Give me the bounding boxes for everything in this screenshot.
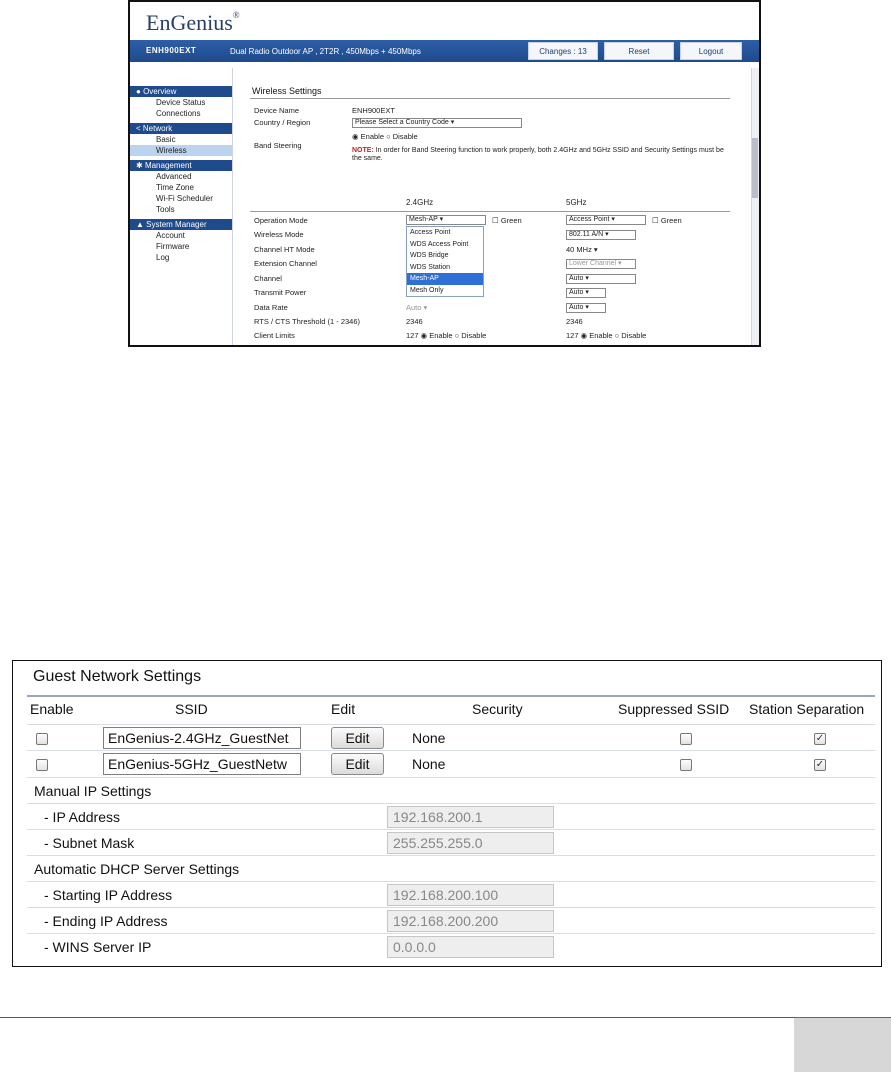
row-channel: Channel (254, 274, 282, 283)
sidebar-item-account[interactable]: Account (156, 231, 185, 240)
sidebar-head-system-manager[interactable]: ▲ System Manager (130, 219, 232, 230)
header-bar (130, 40, 759, 62)
sidebar-head-network[interactable]: < Network (130, 123, 232, 134)
model-name: ENH900EXT (146, 46, 197, 55)
sidebar-item-time-zone[interactable]: Time Zone (156, 183, 194, 192)
sidebar-item-connections[interactable]: Connections (156, 109, 201, 118)
band-steering-label: Band Steering (254, 141, 302, 150)
operation-mode-5-select[interactable]: Access Point ▾ (566, 215, 646, 225)
ssid-input[interactable]: EnGenius-2.4GHz_GuestNet (103, 727, 301, 749)
country-select[interactable]: Please Select a Country Code ▾ (352, 118, 522, 128)
sidebar (130, 68, 233, 345)
suppressed-ssid-checkbox[interactable] (680, 759, 692, 771)
subnet-mask-label: - Subnet Mask (44, 835, 135, 851)
enable-checkbox[interactable] (36, 759, 48, 771)
subnet-mask-row (27, 829, 875, 855)
header-suppressed-ssid: Suppressed SSID (618, 701, 730, 717)
dropdown-option-selected[interactable]: Mesh-AP (407, 273, 483, 285)
row-extension-channel: Extension Channel (254, 259, 317, 268)
sidebar-item-device-status[interactable]: Device Status (156, 98, 206, 107)
dropdown-option[interactable]: WDS Station (410, 263, 451, 271)
row-data-rate: Data Rate (254, 303, 288, 312)
suppressed-ssid-checkbox[interactable] (680, 733, 692, 745)
data-rate-5-select[interactable]: Auto ▾ (566, 303, 606, 313)
ip-address-label: - IP Address (44, 809, 121, 825)
brand-bar (130, 2, 759, 40)
edit-button[interactable]: Edit (331, 727, 384, 749)
ending-ip-input[interactable]: 192.168.200.200 (387, 910, 554, 932)
dropdown-option[interactable]: WDS Bridge (410, 252, 449, 259)
dropdown-option[interactable]: WDS Access Point (410, 240, 469, 248)
band-steering-options[interactable]: ◉ Enable ○ Disable (352, 132, 418, 141)
ip-address-input[interactable]: 192.168.200.1 (387, 806, 554, 828)
operation-mode-24-select[interactable]: Mesh-AP ▾ (406, 215, 486, 225)
reset-button[interactable]: Reset (604, 42, 674, 60)
header-edit: Edit (331, 701, 356, 717)
rts-24-input[interactable]: 2346 (406, 317, 423, 326)
logout-button[interactable]: Logout (680, 42, 742, 60)
extension-channel-5-select[interactable]: Lower Channel ▾ (566, 259, 636, 269)
dropdown-option[interactable]: Mesh Only (410, 286, 444, 294)
ending-ip-label: - Ending IP Address (44, 913, 168, 929)
ht-mode-5-select[interactable]: 40 MHz ▾ (566, 245, 598, 254)
data-rate-24-select[interactable]: Auto ▾ (406, 303, 428, 312)
security-value: None (412, 730, 446, 746)
ending-ip-row (27, 907, 875, 933)
wins-server-input[interactable]: 0.0.0.0 (387, 936, 554, 958)
sidebar-head-management[interactable]: ✱ Management (130, 160, 232, 171)
title-divider (250, 98, 730, 99)
row-channel-ht-mode: Channel HT Mode (254, 245, 315, 254)
ip-address-row (27, 803, 875, 829)
station-separation-checkbox[interactable]: ✓ (815, 759, 825, 770)
client-limit-5[interactable]: 127 ◉ Enable ○ Disable (566, 331, 647, 340)
table-row (27, 724, 875, 750)
page-number-box (794, 1017, 891, 1072)
security-value: None (412, 756, 446, 772)
wins-server-label: - WINS Server IP (44, 939, 152, 955)
sidebar-item-wireless[interactable]: Wireless (130, 145, 232, 156)
sidebar-item-log[interactable]: Log (156, 253, 170, 262)
band-steering-note: NOTE: In order for Band Steering function to work properly, both 2.4GHz and 5GHz SSID and Security Settings must be the same. (352, 147, 724, 162)
guest-title: Guest Network Settings (33, 668, 202, 685)
transmit-power-5-select[interactable]: Auto ▾ (566, 288, 606, 298)
page-scrollbar[interactable] (751, 68, 759, 345)
wireless-content (236, 68, 749, 345)
enable-checkbox[interactable] (36, 733, 48, 745)
sidebar-item-advanced[interactable]: Advanced (156, 172, 192, 181)
row-wireless-mode: Wireless Mode (254, 230, 304, 239)
country-label: Country / Region (254, 118, 311, 127)
station-separation-checkbox[interactable]: ✓ (815, 733, 825, 744)
header-station-separation: Station Separation (749, 701, 865, 717)
row-operation-mode: Operation Mode (254, 216, 308, 225)
operation-mode-dropdown[interactable] (406, 226, 484, 297)
manual-ip-heading-row (27, 777, 875, 803)
columns-divider (250, 211, 730, 212)
scrollbar-thumb[interactable] (752, 138, 758, 198)
column-24ghz: 2.4GHz (406, 198, 434, 207)
ssid-input[interactable]: EnGenius-5GHz_GuestNetw (103, 753, 301, 775)
wins-server-row (27, 933, 875, 959)
dhcp-heading-row (27, 855, 875, 881)
dropdown-option[interactable]: Access Point (410, 229, 451, 236)
edit-button[interactable]: Edit (331, 753, 384, 775)
guest-network-panel (12, 660, 882, 967)
footer-divider (0, 1017, 891, 1018)
row-transmit-power: Transmit Power (254, 288, 307, 297)
wireless-settings-screenshot (128, 0, 761, 347)
sidebar-item-firmware[interactable]: Firmware (156, 242, 190, 251)
row-client-limits: Client Limits (254, 331, 295, 340)
device-name-value: ENH900EXT (352, 106, 395, 115)
green-5-checkbox[interactable]: ☐ Green (652, 216, 682, 225)
starting-ip-label: - Starting IP Address (44, 887, 173, 903)
engenius-logo: EnGenius® (146, 10, 240, 35)
wireless-mode-5-select[interactable]: 802.11 A/N ▾ (566, 230, 636, 240)
column-5ghz: 5GHz (566, 198, 587, 207)
sidebar-item-basic[interactable]: Basic (156, 135, 176, 144)
sidebar-item-wifi-scheduler[interactable]: Wi-Fi Scheduler (156, 194, 213, 203)
device-name-label: Device Name (254, 106, 300, 115)
model-description: Dual Radio Outdoor AP , 2T2R , 450Mbps + 450Mbps (230, 47, 421, 56)
sidebar-item-tools[interactable]: Tools (156, 205, 175, 214)
header-ssid: SSID (175, 701, 208, 717)
manual-ip-heading: Manual IP Settings (34, 783, 152, 799)
header-enable: Enable (30, 701, 74, 717)
section-title: Wireless Settings (252, 86, 322, 96)
starting-ip-row (27, 881, 875, 907)
subnet-mask-input[interactable]: 255.255.255.0 (387, 832, 554, 854)
sidebar-head-overview[interactable]: ● Overview (130, 86, 232, 97)
table-row (27, 750, 875, 776)
guest-title-divider (27, 695, 875, 697)
header-security: Security (472, 701, 523, 717)
channel-5-select[interactable]: Auto ▾ (566, 274, 636, 284)
row-rts-cts: RTS / CTS Threshold (1 - 2346) (254, 317, 361, 326)
starting-ip-input[interactable]: 192.168.200.100 (387, 884, 554, 906)
dhcp-heading: Automatic DHCP Server Settings (34, 861, 240, 877)
client-limit-24[interactable]: 127 ◉ Enable ○ Disable (406, 331, 487, 340)
rts-5-input[interactable]: 2346 (566, 317, 583, 326)
green-24-checkbox[interactable]: ☐ Green (492, 216, 522, 225)
changes-button[interactable]: Changes : 13 (528, 42, 598, 60)
